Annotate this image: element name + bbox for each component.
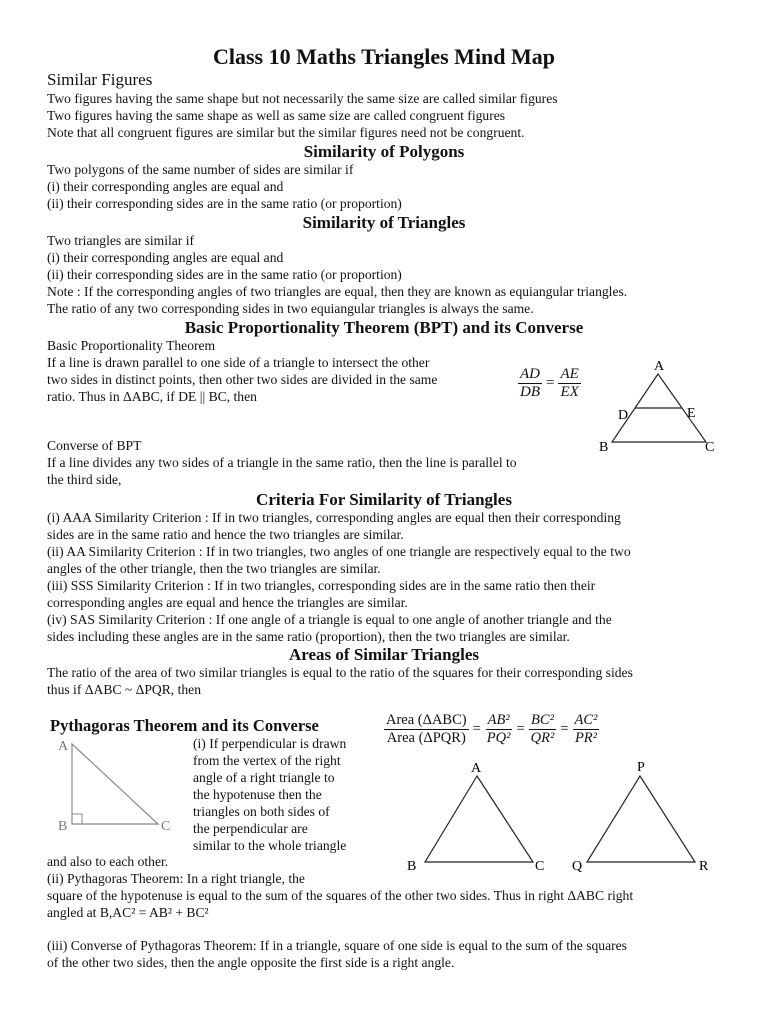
- pythagoras-line: and also to each other.: [47, 854, 169, 869]
- similar-figures-heading: Similar Figures: [47, 70, 153, 89]
- bpt-formula-den2: EX: [560, 384, 579, 400]
- bpt-converse-line: If a line divides any two sides of a triangle in the same ratio, then the line is parallel to: [47, 455, 517, 470]
- similarity-triangles-heading: Similarity of Triangles: [302, 213, 466, 232]
- areas-formula-den2: QR²: [530, 730, 555, 746]
- criteria-line: (iii) SSS Similarity Criterion : If in two triangles, corresponding sides are in the same ratio then their: [47, 578, 596, 593]
- bpt-line: ratio. Thus in ΔABC, if DE || BC, then: [47, 389, 257, 404]
- similar-figures-line: Two figures having the same shape as well as same size are called congruent figures: [47, 108, 506, 123]
- right-triangle: [72, 744, 158, 824]
- triangle-abc: [425, 776, 533, 862]
- criteria-line: sides are in the same ratio and hence the two triangles are similar.: [47, 527, 404, 542]
- bpt-label-e: E: [687, 406, 696, 421]
- pythagoras-converse-line: of the other two sides, then the angle opposite the first side is a right angle.: [47, 955, 455, 970]
- triangles-note: The ratio of any two corresponding sides in two equiangular triangles is always the same.: [47, 301, 534, 316]
- areas-formula-equals: =: [472, 721, 481, 737]
- bpt-line: two sides in distinct points, then other two sides are divided in the same: [47, 372, 438, 387]
- tri-abc-label-c: C: [535, 859, 545, 874]
- pythagoras-converse-line: (iii) Converse of Pythagoras Theorem: If in a triangle, square of one side is equal to the sum of the squares: [47, 938, 627, 953]
- areas-heading: Areas of Similar Triangles: [289, 645, 479, 664]
- bpt-converse-title: Converse of BPT: [47, 438, 142, 453]
- bpt-formula-num1: AD: [520, 366, 540, 382]
- bpt-label-c: C: [705, 440, 715, 455]
- right-tri-label-a: A: [58, 739, 69, 754]
- bpt-formula-equals: =: [546, 375, 555, 391]
- bpt-label-a: A: [654, 359, 665, 374]
- areas-formula-num2: BC²: [531, 712, 554, 728]
- pythagoras-line: (ii) Pythagoras Theorem: In a right triangle, the: [47, 871, 305, 886]
- pythagoras-item1-line: similar to the whole triangle: [193, 838, 347, 853]
- similarity-polygons-heading: Similarity of Polygons: [303, 142, 465, 161]
- triangle-pqr: [587, 776, 695, 862]
- pythagoras-line: angled at B,AC² = AB² + BC²: [47, 905, 209, 920]
- criteria-line: (i) AAA Similarity Criterion : If in two triangles, corresponding angles are equal then their corresponding: [47, 510, 621, 525]
- areas-formula-area-den: Area (ΔPQR): [386, 730, 466, 746]
- page-title: Class 10 Maths Triangles Mind Map: [212, 44, 556, 69]
- pythagoras-item1-line: (i) If perpendicular is drawn: [193, 736, 347, 751]
- pythagoras-item1-line: the perpendicular are: [193, 821, 308, 836]
- right-angle-marker: [72, 814, 82, 824]
- areas-formula-num3: AC²: [574, 712, 598, 728]
- pythagoras-heading: Pythagoras Theorem and its Converse: [50, 716, 319, 735]
- bpt-subtitle: Basic Proportionality Theorem: [47, 338, 216, 353]
- bpt-formula-den1: DB: [520, 384, 540, 400]
- similar-figures-line: Two figures having the same shape but not necessarily the same size are called similar figures: [47, 91, 558, 106]
- pythagoras-item1-line: angle of a right triangle to: [193, 770, 335, 785]
- areas-line: thus if ΔABC ~ ΔPQR, then: [47, 682, 201, 697]
- criteria-heading: Criteria For Similarity of Triangles: [256, 490, 512, 509]
- tri-pqr-label-p: P: [637, 760, 645, 775]
- tri-pqr-label-r: R: [699, 859, 709, 874]
- criteria-line: (ii) AA Similarity Criterion : If in two triangles, two angles of one triangle are respectively equal to the two: [47, 544, 631, 559]
- criteria-line: corresponding angles are equal and hence the triangles are similar.: [47, 595, 408, 610]
- areas-formula-equals: =: [516, 721, 525, 737]
- pythagoras-item1-line: the hypotenuse then the: [193, 787, 322, 802]
- bpt-label-d: D: [618, 408, 629, 423]
- similar-figures-line: Note that all congruent figures are similar but the similar figures need not be congruent.: [47, 125, 525, 140]
- polygons-line: Two polygons of the same number of sides are similar if: [47, 162, 354, 177]
- triangles-line: (i) their corresponding angles are equal and: [47, 250, 284, 265]
- areas-formula: [384, 712, 599, 747]
- pythagoras-item1-line: triangles on both sides of: [193, 804, 330, 819]
- triangles-line: Two triangles are similar if: [47, 233, 195, 248]
- areas-formula-area-num: Area (ΔABC): [386, 712, 467, 728]
- similar-triangles-figure: [395, 756, 725, 876]
- right-tri-label-b: B: [58, 819, 68, 834]
- bpt-label-b: B: [599, 440, 609, 455]
- areas-formula-den1: PQ²: [486, 730, 511, 746]
- tri-pqr-label-q: Q: [572, 859, 583, 874]
- polygons-line: (i) their corresponding angles are equal and: [47, 179, 284, 194]
- right-triangle-figure: [52, 734, 188, 834]
- right-tri-label-c: C: [161, 819, 171, 834]
- tri-abc-label-a: A: [471, 761, 482, 776]
- criteria-line: sides including these angles are in the same ratio (proportion), then the two triangles are similar.: [47, 629, 570, 644]
- triangles-line: (ii) their corresponding sides are in the same ratio (or proportion): [47, 267, 402, 282]
- bpt-formula-num2: AE: [560, 366, 579, 382]
- polygons-line: (ii) their corresponding sides are in the same ratio (or proportion): [47, 196, 402, 211]
- criteria-line: (iv) SAS Similarity Criterion : If one angle of a triangle is equal to one angle of another triangle and the: [47, 612, 612, 627]
- bpt-line: If a line is drawn parallel to one side of a triangle to intersect the other: [47, 355, 430, 370]
- bpt-heading: Basic Proportionality Theorem (BPT) and its Converse: [184, 318, 584, 337]
- areas-formula-num1: AB²: [487, 712, 510, 728]
- areas-line: The ratio of the area of two similar triangles is equal to the ratio of the squares for their corresponding sides: [47, 665, 633, 680]
- areas-formula-den3: PR²: [574, 730, 597, 746]
- bpt-triangle-figure: [592, 356, 722, 460]
- areas-formula-equals: =: [560, 721, 569, 737]
- bpt-formula: [518, 366, 581, 401]
- triangles-note: Note : If the corresponding angles of two triangles are equal, then they are known as equiangular triangles.: [47, 284, 628, 299]
- pythagoras-line: square of the hypotenuse is equal to the sum of the squares of the other two sides. Thus in right ΔABC right: [47, 888, 634, 903]
- pythagoras-item1-line: from the vertex of the right: [193, 753, 341, 768]
- criteria-line: angles of the other triangle, then the two triangles are similar.: [47, 561, 381, 576]
- tri-abc-label-b: B: [407, 859, 417, 874]
- bpt-converse-line: the third side,: [47, 472, 122, 487]
